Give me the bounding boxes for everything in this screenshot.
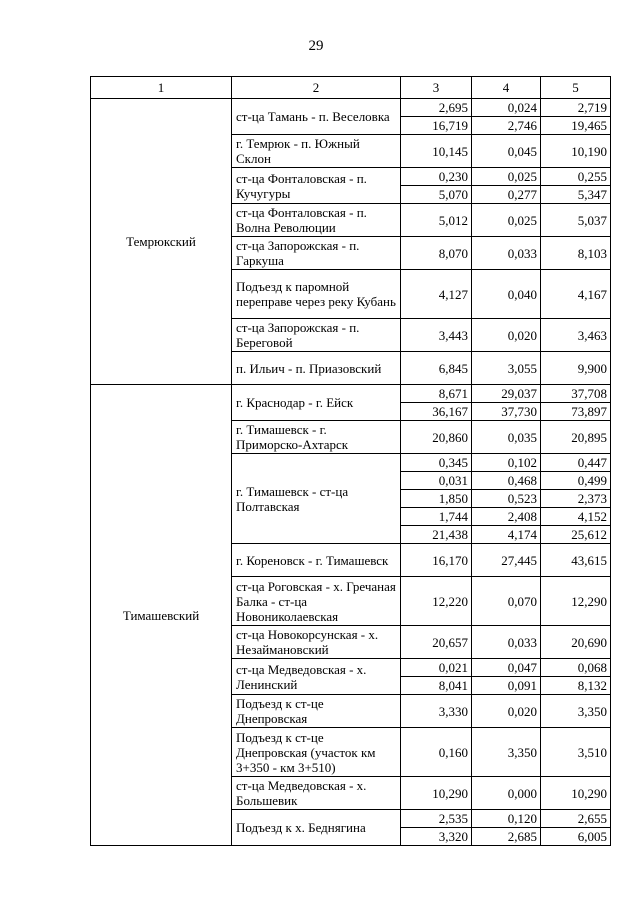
value-col3: 1,850 <box>401 490 472 508</box>
value-col4: 29,037 <box>472 385 541 403</box>
header-col-4: 4 <box>472 77 541 99</box>
route-name-cell: Подъезд к ст-це Днепровская <box>232 695 401 728</box>
route-name-cell: г. Кореновск - г. Тимашевск <box>232 544 401 577</box>
value-col5: 20,690 <box>541 626 611 659</box>
value-col3: 21,438 <box>401 526 472 544</box>
route-name-cell: г. Тимашевск - г. Приморско-Ахтарск <box>232 421 401 454</box>
route-name-cell: ст-ца Запорожская - п. Береговой <box>232 319 401 352</box>
value-col5: 8,103 <box>541 237 611 270</box>
route-name-cell: г. Краснодар - г. Ейск <box>232 385 401 421</box>
value-col4: 0,468 <box>472 472 541 490</box>
value-col3: 1,744 <box>401 508 472 526</box>
value-col3: 5,012 <box>401 204 472 237</box>
route-name-cell: Подъезд к ст-це Днепровская (участок км 3+350 - км 3+510) <box>232 728 401 777</box>
value-col3: 0,031 <box>401 472 472 490</box>
value-col3: 20,657 <box>401 626 472 659</box>
value-col3: 0,160 <box>401 728 472 777</box>
value-col4: 0,523 <box>472 490 541 508</box>
route-name-cell: Подъезд к х. Беднягина <box>232 810 401 846</box>
value-col3: 8,041 <box>401 677 472 695</box>
route-name-cell: ст-ца Запорожская - п. Гаркуша <box>232 237 401 270</box>
value-col3: 0,345 <box>401 454 472 472</box>
value-col4: 2,408 <box>472 508 541 526</box>
value-col5: 25,612 <box>541 526 611 544</box>
route-name-cell: ст-ца Тамань - п. Веселовка <box>232 99 401 135</box>
value-col5: 2,719 <box>541 99 611 117</box>
value-col5: 9,900 <box>541 352 611 385</box>
route-name-cell: ст-ца Новокорсунская - х. Незаймановский <box>232 626 401 659</box>
value-col5: 5,347 <box>541 186 611 204</box>
header-col-1: 1 <box>91 77 232 99</box>
roads-table <box>90 76 611 846</box>
value-col4: 0,020 <box>472 319 541 352</box>
value-col4: 37,730 <box>472 403 541 421</box>
value-col5: 8,132 <box>541 677 611 695</box>
value-col3: 2,695 <box>401 99 472 117</box>
header-col-2: 2 <box>232 77 401 99</box>
value-col5: 37,708 <box>541 385 611 403</box>
value-col4: 0,000 <box>472 777 541 810</box>
table-body <box>91 99 611 846</box>
value-col4: 0,047 <box>472 659 541 677</box>
value-col3: 4,127 <box>401 270 472 319</box>
value-col3: 0,021 <box>401 659 472 677</box>
value-col5: 0,255 <box>541 168 611 186</box>
value-col4: 0,091 <box>472 677 541 695</box>
value-col4: 2,746 <box>472 117 541 135</box>
value-col5: 6,005 <box>541 828 611 846</box>
value-col4: 0,102 <box>472 454 541 472</box>
value-col3: 20,860 <box>401 421 472 454</box>
value-col4: 0,025 <box>472 168 541 186</box>
value-col3: 5,070 <box>401 186 472 204</box>
value-col3: 16,170 <box>401 544 472 577</box>
value-col4: 0,070 <box>472 577 541 626</box>
value-col4: 0,024 <box>472 99 541 117</box>
value-col4: 0,020 <box>472 695 541 728</box>
value-col4: 0,045 <box>472 135 541 168</box>
district-cell: Темрюкский <box>91 99 232 385</box>
value-col3: 3,330 <box>401 695 472 728</box>
value-col3: 10,145 <box>401 135 472 168</box>
value-col5: 0,068 <box>541 659 611 677</box>
value-col3: 8,070 <box>401 237 472 270</box>
value-col5: 3,510 <box>541 728 611 777</box>
value-col5: 4,152 <box>541 508 611 526</box>
route-name-cell: Подъезд к паромной переправе через реку Кубань <box>232 270 401 319</box>
value-col5: 12,290 <box>541 577 611 626</box>
route-name-cell: ст-ца Фонталовская - п. Кучугуры <box>232 168 401 204</box>
route-name-cell: г. Темрюк - п. Южный Склон <box>232 135 401 168</box>
route-name-cell: ст-ца Фонталовская - п. Волна Революции <box>232 204 401 237</box>
district-cell: Тимашевский <box>91 385 232 846</box>
value-col5: 5,037 <box>541 204 611 237</box>
value-col5: 2,373 <box>541 490 611 508</box>
value-col3: 10,290 <box>401 777 472 810</box>
value-col4: 3,350 <box>472 728 541 777</box>
table-row <box>91 99 611 117</box>
value-col5: 19,465 <box>541 117 611 135</box>
value-col4: 27,445 <box>472 544 541 577</box>
value-col5: 4,167 <box>541 270 611 319</box>
route-name-cell: г. Тимашевск - ст-ца Полтавская <box>232 454 401 544</box>
value-col5: 0,447 <box>541 454 611 472</box>
value-col3: 16,719 <box>401 117 472 135</box>
value-col5: 3,463 <box>541 319 611 352</box>
route-name-cell: ст-ца Медведовская - х. Ленинский <box>232 659 401 695</box>
value-col3: 36,167 <box>401 403 472 421</box>
value-col3: 6,845 <box>401 352 472 385</box>
header-col-5: 5 <box>541 77 611 99</box>
value-col3: 3,320 <box>401 828 472 846</box>
value-col3: 3,443 <box>401 319 472 352</box>
header-col-3: 3 <box>401 77 472 99</box>
value-col5: 43,615 <box>541 544 611 577</box>
route-name-cell: п. Ильич - п. Приазовский <box>232 352 401 385</box>
header-row <box>91 77 611 99</box>
table-row <box>91 385 611 403</box>
value-col5: 10,190 <box>541 135 611 168</box>
value-col4: 0,035 <box>472 421 541 454</box>
value-col3: 0,230 <box>401 168 472 186</box>
value-col4: 3,055 <box>472 352 541 385</box>
value-col3: 2,535 <box>401 810 472 828</box>
value-col4: 2,685 <box>472 828 541 846</box>
value-col4: 0,040 <box>472 270 541 319</box>
value-col4: 0,025 <box>472 204 541 237</box>
value-col4: 4,174 <box>472 526 541 544</box>
value-col4: 0,277 <box>472 186 541 204</box>
value-col5: 73,897 <box>541 403 611 421</box>
value-col5: 0,499 <box>541 472 611 490</box>
value-col4: 0,033 <box>472 626 541 659</box>
value-col5: 3,350 <box>541 695 611 728</box>
value-col4: 0,033 <box>472 237 541 270</box>
value-col4: 0,120 <box>472 810 541 828</box>
value-col5: 20,895 <box>541 421 611 454</box>
route-name-cell: ст-ца Роговская - х. Гречаная Балка - ст-ца Новониколаевская <box>232 577 401 626</box>
value-col5: 10,290 <box>541 777 611 810</box>
page-number: 29 <box>308 38 324 54</box>
route-name-cell: ст-ца Медведовская - х. Большевик <box>232 777 401 810</box>
value-col3: 12,220 <box>401 577 472 626</box>
value-col3: 8,671 <box>401 385 472 403</box>
value-col5: 2,655 <box>541 810 611 828</box>
